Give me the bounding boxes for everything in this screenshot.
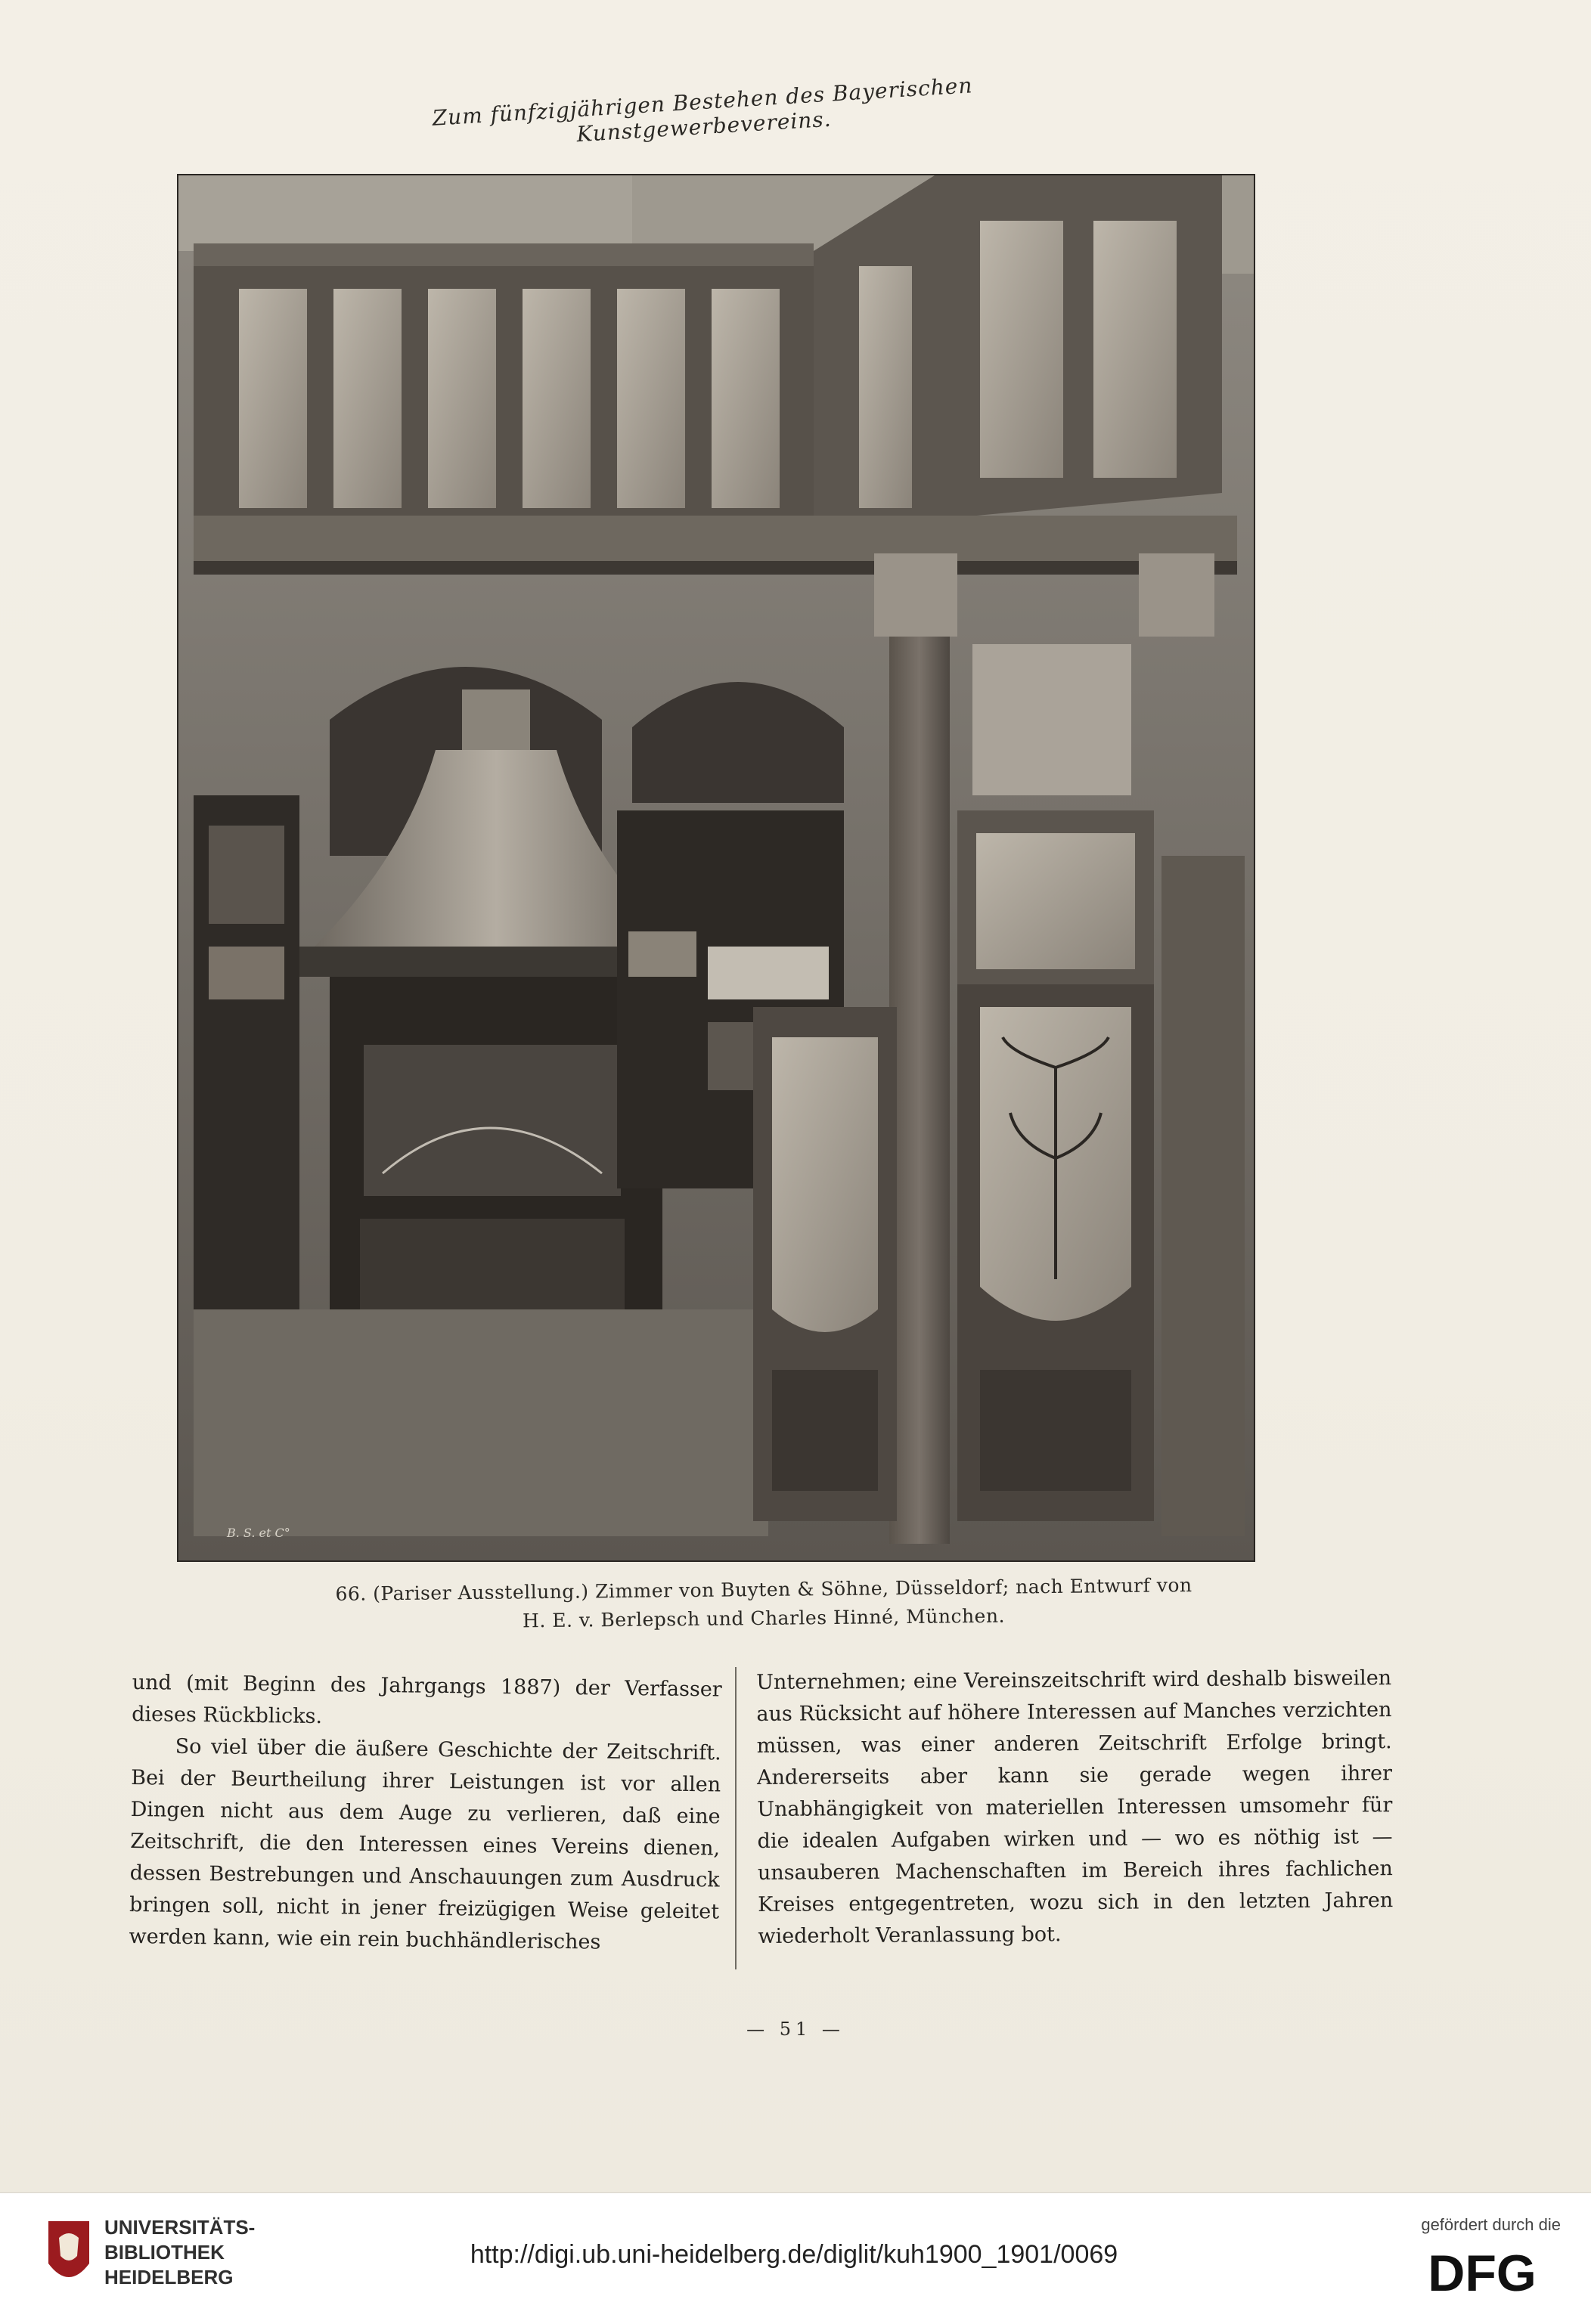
left-paragraph-1: und (mit Beginn des Jahrgangs 1887) der Verfasser dieses Rückblicks. [132,1670,722,1729]
dfg-logo-text: DFG [1428,2245,1537,2298]
funded-by-label: gefördert durch die [1421,2215,1561,2234]
right-text-column [756,1662,1394,1953]
permalink-url[interactable]: http://digi.ub.uni-heidelberg.de/diglit/kuh1900_1901/0069 [470,2240,1118,2269]
running-header: Zum fünfzigjährigen Bestehen des Bayerischen Kunstgewerbevereins. [431,73,974,147]
column-divider [735,1667,737,1969]
right-paragraph-1: Unternehmen; eine Vereinszeitschrift wird deshalb bisweilen aus Rücksicht auf höhere Interessen auf Manches verzichten müssen, was einer anderen Zeitschrift Erfolge bringt. Andererseits aber kann sie gerade wegen ihrer Unabhängigkeit von materiellen Interessen umsomehr für die idealen Aufgaben wirken und — wo es nöthig ist — unsauberen Machenschaften im Bereich ihres fachlichen Kreises entgegentreten, wozu sich in den letzten Jahren wiederholt Veranlassung bot. [756,1666,1394,1948]
left-paragraph-2: So viel über die äußere Geschichte der Zeitschrift. Bei der Beurtheilung ihrer Leistungen ist vor allen Dingen nicht aus dem Auge zu verlieren, daß eine Zeitschrift, die den Interessen eines Vereins dienen, dessen Bestrebungen und Anschauungen zum Ausdruck bringen soll, nicht in jener freizügigen Weise geleitet werden kann, wie ein rein buchhändlerisches [129,1734,721,1954]
left-text-column [129,1667,722,1960]
illustration-plate [178,175,1254,1560]
carved-capital-left [874,553,957,637]
library-line3: HEIDELBERG [104,2266,234,2288]
page-number: — 51 — [746,2019,845,2040]
engraver-mark: B. S. et C° [227,1526,290,1540]
library-line1: UNIVERSITÄTS- [104,2216,256,2239]
interior-room-illustration [178,175,1254,1560]
leaded-window [972,644,1131,795]
library-name[interactable] [104,2215,255,2290]
gallery-beam [194,516,1237,561]
figure-caption-line2: H. E. v. Berlepsch und Charles Hinné, München. [522,1604,1006,1632]
carved-capital-right [1139,553,1214,637]
dfg-logo-icon[interactable] [1403,2244,1561,2298]
gallery-rail-top [194,243,814,266]
wooden-column [889,637,950,1544]
library-line2: BIBLIOTHEK [104,2241,225,2264]
figure-caption-line1: 66. (Pariser Ausstellung.) Zimmer von Buyten & Söhne, Düsseldorf; nach Entwurf von [335,1574,1192,1605]
heidelberg-lion-icon[interactable] [42,2218,95,2291]
